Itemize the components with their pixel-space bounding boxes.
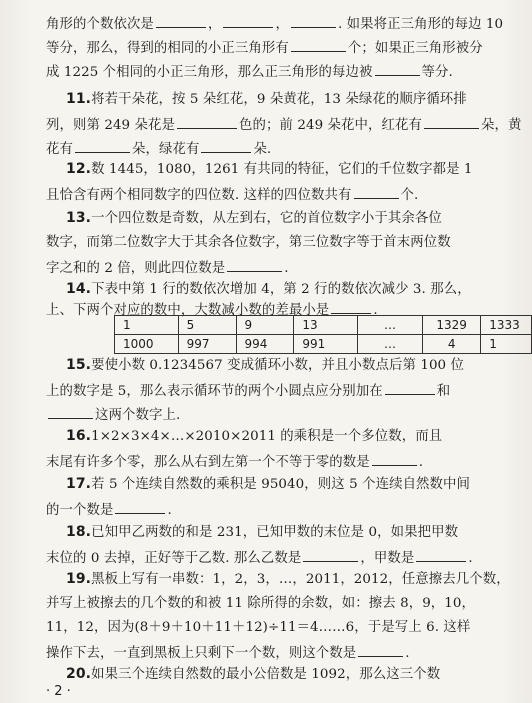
answer-blank[interactable] [291, 14, 336, 28]
answer-blank[interactable] [75, 139, 130, 153]
table-row [115, 335, 532, 354]
question-13: 13.一个四位数是奇数，从左到右，它的首位数字小于其余各位 [66, 210, 442, 226]
question-16: 16.1×2×3×4×…×2010×2011 的乘积是一个多位数，而且 [66, 428, 443, 444]
question-14: 14.下表中第 1 行的数依次增加 4，第 2 行的数依次减少 3. 那么， [66, 281, 471, 297]
text-line: 等分，那么，得到的相同的小正三角形有 个；如果正三角形被分 [46, 38, 492, 57]
question-20: 20.如果三个连续自然数的最小公倍数是 1092，那么这三个数 [66, 666, 441, 682]
text-line: 且恰含有两个相同数字的四位数. 这样的四位数共有 个. [46, 185, 492, 204]
table-cell: 5 [178, 316, 236, 335]
table-cell: … [357, 335, 422, 354]
sequence-table [114, 315, 532, 354]
text-line: 末尾有许多个零，那么从右到左第一个不等于零的数是 . [46, 452, 492, 471]
table-cell: 991 [294, 335, 357, 354]
answer-blank[interactable] [424, 115, 479, 129]
answer-blank[interactable] [115, 500, 165, 514]
text-line: 花有 朵，绿花有 朵. [46, 139, 492, 158]
answer-blank[interactable] [223, 14, 273, 28]
answer-blank[interactable] [303, 548, 358, 562]
answer-blank[interactable] [331, 300, 371, 314]
table-cell: 9 [236, 316, 294, 335]
text-line: 数字，而第二位数字大于其余各位数字，第三位数字等于首末两位数 [46, 235, 451, 250]
table-cell: … [357, 316, 422, 335]
answer-blank[interactable] [227, 258, 282, 272]
question-11: 11.将若干朵花，按 5 朵红花，9 朵黄花，13 朵绿花的顺序循环排 [66, 91, 467, 107]
table-cell: 13 [294, 316, 357, 335]
text-line: 列，则第 249 朵花是 色的；前 249 朵花中，红花有 朵，黄 [46, 115, 492, 134]
question-12: 12.数 1445，1080，1261 有共同的特征，它们的千位数字都是 1 [66, 161, 473, 177]
answer-blank[interactable] [375, 62, 420, 76]
answer-blank[interactable] [372, 452, 417, 466]
text-line: 并写上被擦去的几个数的和被 11 除所得的余数，如：擦去 8，9，10， [46, 596, 476, 611]
text-line: 角形的个数依次是 ， ， . 如果将正三角形的每边 10 [46, 14, 492, 33]
text-line: 上的数字是 5，那么表示循环节的两个小圆点应分别加在 和 [46, 381, 492, 400]
answer-blank[interactable] [385, 381, 435, 395]
table-row [115, 316, 532, 335]
table-cell: 4 [423, 335, 481, 354]
answer-blank[interactable] [177, 115, 237, 129]
table-cell: 1333 [481, 316, 532, 335]
text-line: 成 1225 个相同的小正三角形，那么正三角形的每边被 等分. [46, 62, 492, 81]
answer-blank[interactable] [48, 405, 93, 419]
text-line: 末位的 0 去掉，正好等于乙数. 那么乙数是 ，甲数是 . [46, 548, 492, 567]
answer-blank[interactable] [291, 38, 346, 52]
answer-blank[interactable] [156, 14, 206, 28]
text-line: 操作下去，一直到黑板上只剩下一个数，则这个数是 . [46, 643, 492, 662]
answer-blank[interactable] [354, 185, 399, 199]
text-line: 11，12，因为(8＋9＋10＋11＋12)÷11＝4……6，于是写上 6. 这样 [46, 620, 471, 635]
table-cell: 997 [178, 335, 236, 354]
question-19: 19.黑板上写有一串数：1，2，3，…，2011，2012，任意擦去几个数， [66, 571, 510, 587]
question-18: 18.已知甲乙两数的和是 231，已知甲数的末位是 0，如果把甲数 [66, 524, 459, 540]
page-number: · 2 · [46, 684, 71, 699]
table-cell: 1000 [115, 335, 179, 354]
answer-blank[interactable] [201, 139, 251, 153]
table-cell: 1 [481, 335, 532, 354]
answer-blank[interactable] [358, 643, 403, 657]
text-line: 字之和的 2 倍，则此四位数是 . [46, 258, 492, 277]
table-cell: 1 [115, 316, 179, 335]
table-cell: 1329 [423, 316, 481, 335]
question-17: 17.若 5 个连续自然数的乘积是 95040，则这 5 个连续自然数中间 [66, 476, 471, 492]
answer-blank[interactable] [416, 548, 466, 562]
question-15: 15.要使小数 0.1234567 变成循环小数，并且小数点后第 100 位 [66, 357, 465, 373]
text-line: 上、下两个对应的数中，大数减小数的差最小是 . [46, 300, 492, 319]
table-cell: 994 [236, 335, 294, 354]
text-line: 的一个数是 . [46, 500, 492, 519]
text-line: 这两个数字上. [46, 405, 492, 424]
